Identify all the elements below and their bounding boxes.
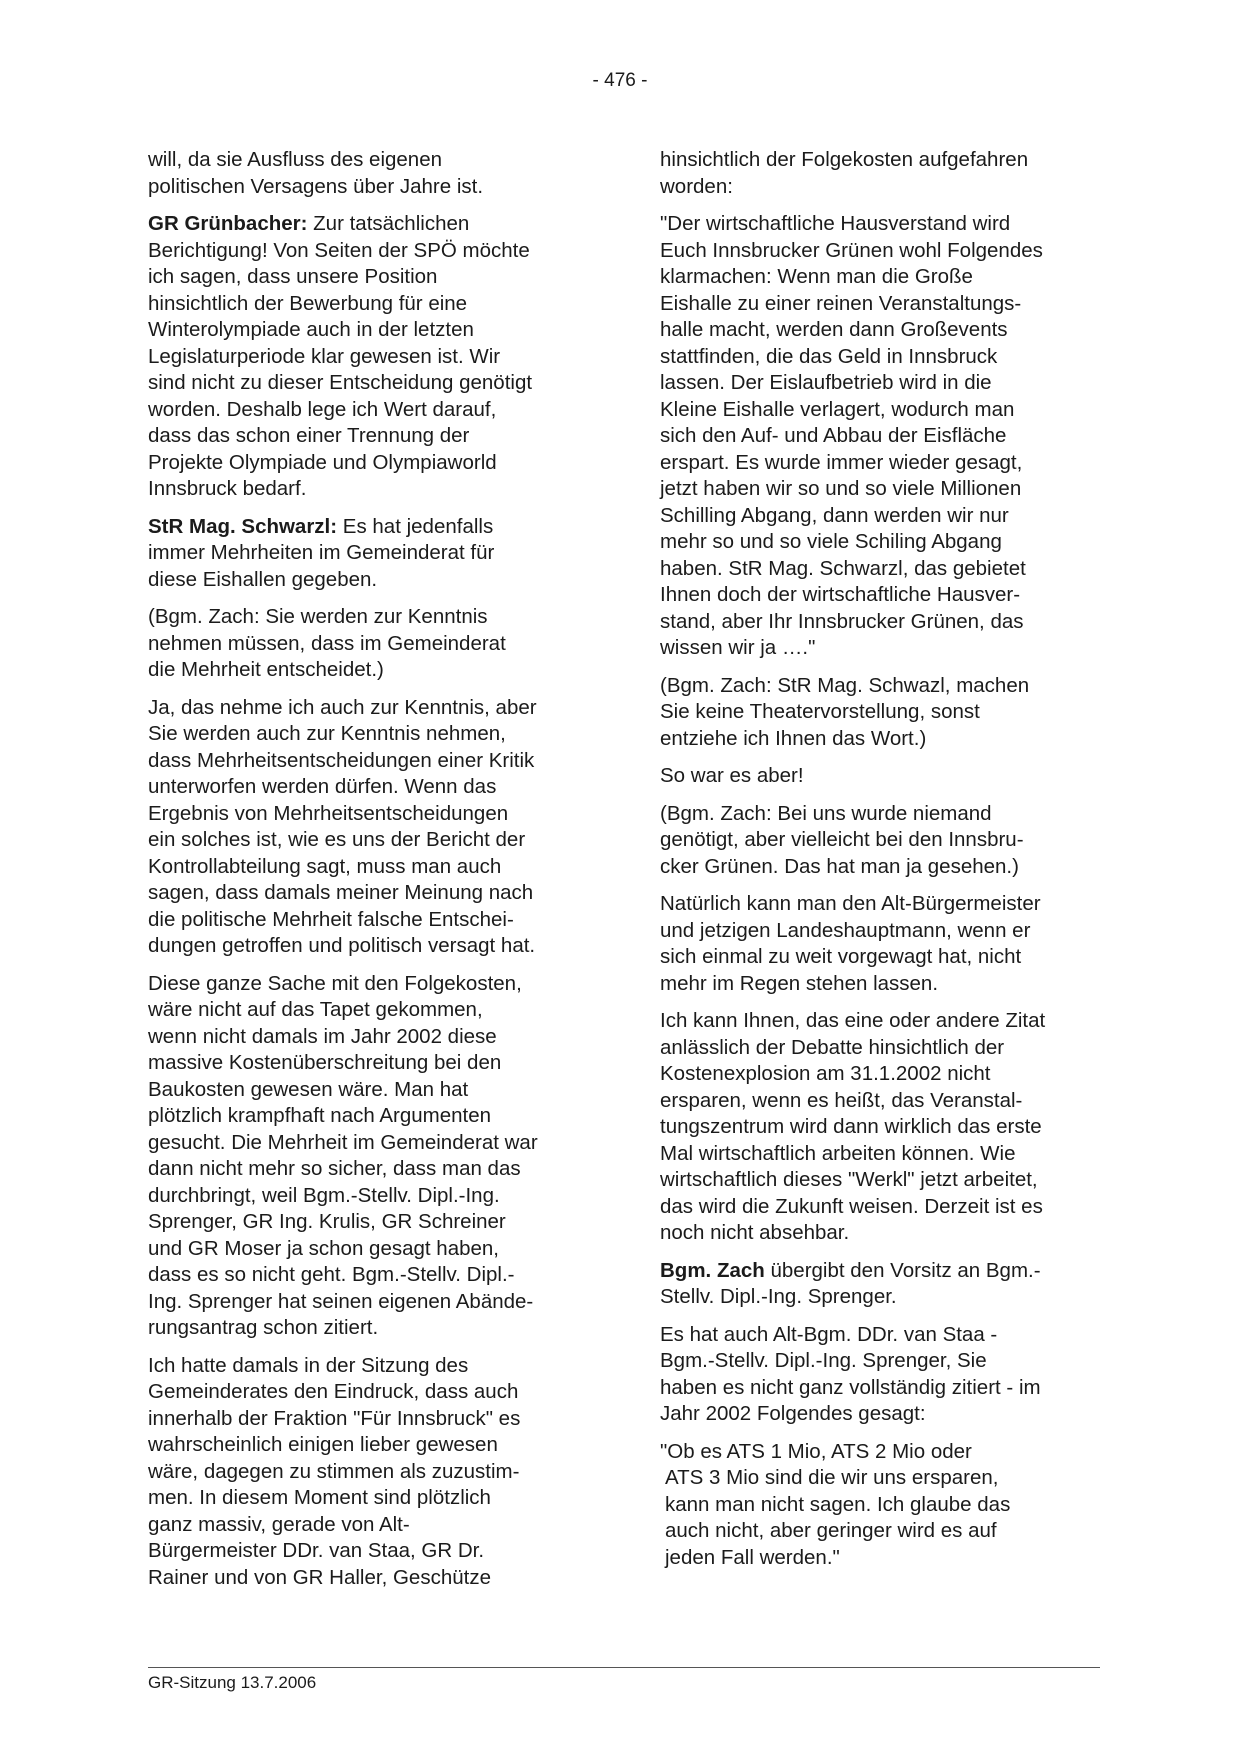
text-line: (Bgm. Zach: Bei uns wurde niemand (660, 801, 992, 825)
right-column (660, 147, 1105, 1582)
text-line: wirtschaftlich dieses "Werkl" jetzt arbeitet, (660, 1168, 1038, 1191)
text-line: Projekte Olympiade und Olympiaworld (148, 450, 497, 474)
paragraph (660, 1322, 1105, 1428)
text-line: Ich kann Ihnen, das eine oder andere Zitat (660, 1009, 1046, 1032)
text-line: Sie keine Theatervorstellung, sonst (660, 700, 980, 723)
text-line: stand, aber Ihr Innsbrucker Grünen, das (660, 609, 1024, 633)
text-line: Sprenger, GR Ing. Krulis, GR Schreiner (148, 1210, 506, 1233)
text-line: men. In diesem Moment sind plötzlich (148, 1486, 491, 1509)
text-line: Natürlich kann man den Alt-Bürgermeister (660, 892, 1041, 915)
text-line: Bgm.-Stellv. Dipl.-Ing. Sprenger, Sie (660, 1349, 987, 1372)
text-line: tungszentrum wird dann wirklich das erste (660, 1115, 1042, 1138)
text-line: Es hat auch Alt-Bgm. DDr. van Staa - (660, 1322, 998, 1346)
text-line: ATS 3 Mio sind die wir uns ersparen, (665, 1466, 999, 1489)
text-line: Baukosten gewesen wäre. Man hat (148, 1077, 469, 1101)
text-line: Bürgermeister DDr. van Staa, GR Dr. (148, 1539, 485, 1562)
speaker-name: GR Grünbacher: (148, 212, 308, 235)
text-line: jeden Fall werden." (665, 1545, 840, 1569)
paragraph (148, 604, 593, 684)
text-line: wenn nicht damals im Jahr 2002 diese (148, 1024, 497, 1048)
text-line: immer Mehrheiten im Gemeinderat für (148, 541, 495, 564)
text-line: Gemeinderates den Eindruck, dass auch (148, 1380, 519, 1403)
text-line: anlässlich der Debatte hinsichtlich der (660, 1035, 1005, 1059)
text-line: ersparen, wenn es heißt, das Veranstal- (660, 1088, 1023, 1112)
text-line: sich einmal zu weit vorgewagt hat, nicht (660, 945, 1022, 968)
text-line: hinsichtlich der Bewerbung für eine (148, 291, 468, 315)
paragraph (660, 801, 1105, 881)
text-line: Kontrollabteilung sagt, muss man auch (148, 854, 502, 878)
text-line: Diese ganze Sache mit den Folgekosten, (148, 971, 522, 995)
text-line: mehr so und so viele Schiling Abgang (660, 530, 1002, 553)
paragraph (148, 147, 593, 200)
text-line: entziehe ich Ihnen das Wort.) (660, 726, 927, 750)
text-line: (Bgm. Zach: StR Mag. Schwazl, machen (660, 673, 1030, 697)
text-line: die politische Mehrheit falsche Entschei- (148, 907, 514, 931)
text-line: auch nicht, aber geringer wird es auf (665, 1519, 997, 1542)
speaker-text: Zur tatsächlichen (307, 212, 470, 235)
text-line: innerhalb der Fraktion "Für Innsbruck" es (148, 1406, 521, 1430)
text-line: diese Eishallen gegeben. (148, 567, 378, 591)
text-line: haben es nicht ganz vollständig zitiert - im (660, 1375, 1041, 1399)
text-line: dass es so nicht geht. Bgm.-Stellv. Dipl.- (148, 1263, 515, 1286)
text-line: jetzt haben wir so und so viele Millionen (660, 477, 1022, 500)
text-line: das wird die Zukunft weisen. Derzeit ist es (660, 1194, 1043, 1218)
text-line: Ergebnis von Mehrheitsentscheidungen (148, 801, 509, 825)
speaker-name: Bgm. Zach (660, 1258, 765, 1282)
text-line: halle macht, werden dann Großevents (660, 318, 1008, 341)
paragraph (148, 695, 593, 960)
text-line: Sie werden auch zur Kenntnis nehmen, (148, 722, 506, 745)
paragraph (148, 1353, 593, 1592)
text-line: massive Kostenüberschreitung bei den (148, 1051, 502, 1074)
page-number: - 476 - (592, 70, 648, 91)
text-line: "Der wirtschaftliche Hausverstand wird (660, 212, 1011, 235)
text-line: Eishalle zu einer reinen Veranstaltungs- (660, 291, 1022, 315)
text-line: Ich hatte damals in der Sitzung des (148, 1353, 469, 1377)
text-line: Ihnen doch der wirtschaftliche Hausver- (660, 583, 1021, 606)
text-line: Legislaturperiode klar gewesen ist. Wir (148, 344, 501, 368)
text-line: haben. StR Mag. Schwarzl, das gebietet (660, 556, 1026, 580)
text-line: wissen wir ja …." (660, 636, 816, 659)
text-line: "Ob es ATS 1 Mio, ATS 2 Mio oder (660, 1439, 972, 1463)
text-line: plötzlich krampfhaft nach Argumenten (148, 1104, 491, 1127)
text-line: die Mehrheit entscheidet.) (148, 658, 384, 681)
paragraph (660, 211, 1105, 662)
paragraph (660, 147, 1105, 200)
paragraph (148, 211, 593, 503)
footer-session-date: GR-Sitzung 13.7.2006 (148, 1673, 317, 1692)
paragraph (660, 673, 1105, 753)
text-line: Rainer und von GR Haller, Geschütze (148, 1565, 491, 1589)
text-line: Ja, das nehme ich auch zur Kenntnis, aber (148, 695, 537, 719)
speaker-text: übergibt den Vorsitz an Bgm.- (764, 1258, 1041, 1282)
text-line: Winterolympiade auch in der letzten (148, 318, 474, 341)
text-line: gesucht. Die Mehrheit im Gemeinderat war (148, 1130, 538, 1154)
text-line: Ing. Sprenger hat seinen eigenen Abände- (148, 1289, 534, 1313)
text-line: durchbringt, weil Bgm.-Stellv. Dipl.-Ing. (148, 1183, 500, 1207)
text-line: kann man nicht sagen. Ich glaube das (665, 1492, 1011, 1516)
text-line: wäre nicht auf das Tapet gekommen, (148, 998, 483, 1021)
text-line: Innsbruck bedarf. (148, 477, 307, 500)
text-line: Kostenexplosion am 31.1.2002 nicht (660, 1062, 991, 1085)
text-line: sich den Auf- und Abbau der Eisfläche (660, 424, 1007, 447)
text-line: So war es aber! (660, 764, 804, 787)
paragraph (660, 891, 1105, 997)
footer-divider (148, 1667, 1100, 1668)
text-line: worden. Deshalb lege ich Wert darauf, (148, 397, 497, 421)
speaker-name: StR Mag. Schwarzl: (148, 514, 338, 538)
paragraph (148, 971, 593, 1342)
text-line: mehr im Regen stehen lassen. (660, 971, 939, 995)
text-line: stattfinden, die das Geld in Innsbruck (660, 344, 998, 368)
text-line: politischen Versagens über Jahre ist. (148, 174, 484, 198)
text-line: dass das schon einer Trennung der (148, 424, 470, 447)
text-line: ganz massiv, gerade von Alt- (148, 1512, 410, 1536)
text-line: Jahr 2002 Folgendes gesagt: (660, 1402, 926, 1425)
text-line: hinsichtlich der Folgekosten aufgefahren (660, 148, 1029, 171)
text-line: genötigt, aber vielleicht bei den Innsbru- (660, 828, 1024, 851)
text-line (660, 1258, 1105, 1285)
text-line: Schilling Abgang, dann werden wir nur (660, 503, 1009, 527)
text-line: Mal wirtschaftlich arbeiten können. Wie (660, 1141, 1016, 1165)
paragraph (660, 1439, 1105, 1572)
left-column (148, 147, 593, 1602)
text-line: (Bgm. Zach: Sie werden zur Kenntnis (148, 605, 488, 628)
text-line: cker Grünen. Das hat man ja gesehen.) (660, 854, 1019, 878)
text-line: Euch Innsbrucker Grünen wohl Folgendes (660, 238, 1043, 262)
text-line: wäre, dagegen zu stimmen als zuzustim- (148, 1459, 520, 1483)
text-line: dass Mehrheitsentscheidungen einer Kritik (148, 748, 535, 772)
paragraph (660, 763, 1105, 790)
text-line: Berichtigung! Von Seiten der SPÖ möchte (148, 238, 530, 262)
text-line: klarmachen: Wenn man die Große (660, 265, 973, 288)
text-line: dann nicht mehr so sicher, dass man das (148, 1157, 521, 1180)
text-line: und jetzigen Landeshauptmann, wenn er (660, 918, 1031, 942)
text-line: erspart. Es wurde immer wieder gesagt, (660, 450, 1023, 474)
text-line: ein solches ist, wie es uns der Bericht der (148, 828, 526, 851)
speaker-text: Es hat jedenfalls (337, 514, 494, 538)
text-line: ich sagen, dass unsere Position (148, 265, 438, 288)
text-line: rungsantrag schon zitiert. (148, 1316, 379, 1339)
paragraph (660, 1258, 1105, 1311)
text-line: will, da sie Ausfluss des eigenen (148, 148, 443, 171)
text-line: Stellv. Dipl.-Ing. Sprenger. (660, 1285, 897, 1308)
paragraph (660, 1008, 1105, 1247)
text-line: noch nicht absehbar. (660, 1221, 850, 1244)
text-line: lassen. Der Eislaufbetrieb wird in die (660, 371, 992, 394)
text-line (148, 211, 593, 238)
text-line: dungen getroffen und politisch versagt hat. (148, 934, 536, 957)
text-line: worden: (660, 174, 733, 198)
text-line: nehmen müssen, dass im Gemeinderat (148, 631, 506, 655)
text-line: und GR Moser ja schon gesagt haben, (148, 1236, 499, 1260)
text-line: sagen, dass damals meiner Meinung nach (148, 881, 534, 904)
text-line: Kleine Eishalle verlagert, wodurch man (660, 397, 1015, 421)
text-line: unterworfen werden dürfen. Wenn das (148, 775, 497, 798)
text-line: sind nicht zu dieser Entscheidung genötigt (148, 371, 533, 394)
text-line (148, 514, 593, 541)
text-line: wahrscheinlich einigen lieber gewesen (148, 1433, 498, 1456)
paragraph (148, 514, 593, 594)
